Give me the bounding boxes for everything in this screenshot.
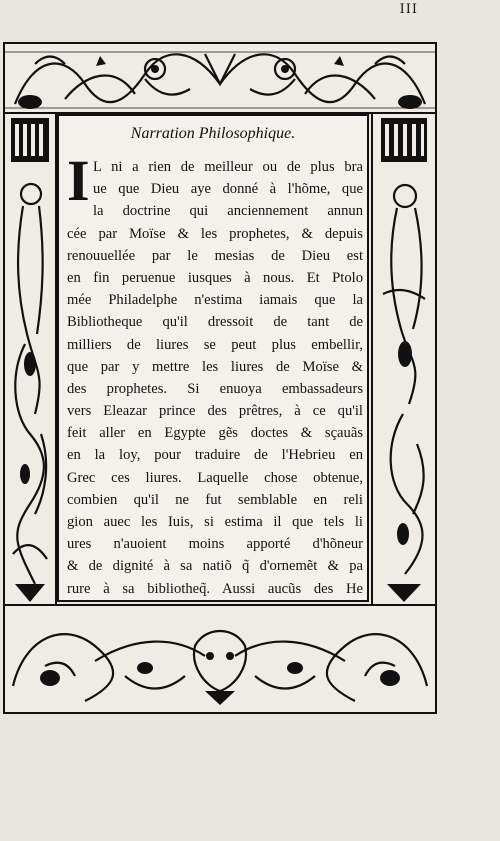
ornament-top-icon (5, 44, 435, 112)
text-line: renouuellée par le mesias de Dieu est (67, 247, 363, 264)
text-line: ue que Dieu aye donné à l'hõme, que (93, 181, 363, 198)
woodcut-border-bottom (3, 604, 437, 714)
text-line: mée Philadelphe n'estima iamais que la (67, 292, 363, 309)
text-line: en la loy, pour traduire de l'Hebrieu en (67, 447, 363, 464)
woodcut-border-top (3, 42, 437, 114)
text-line: ures n'auoient moins apporté d'hõneur (67, 536, 363, 553)
woodcut-border-left (3, 112, 57, 608)
ornament-bottom-beasts-icon (5, 606, 435, 712)
text-line: combien qu'il ne fut semblable en reli (67, 491, 363, 508)
text-line: la doctrine qui anciennement annun (93, 203, 363, 220)
drop-cap: I (67, 148, 90, 213)
text-line: L ni a rien de meilleur ou de plus bra (93, 159, 363, 175)
text-line: Grec ces liures. Laquelle chose obtenue, (67, 469, 363, 486)
text-panel (57, 114, 369, 602)
text-line: milliers de liures se peut plus embellir, (67, 336, 363, 353)
text-line: vers Eleazar prince des prêtres, à ce qu'il (67, 403, 363, 420)
text-line: gion auec les Iuis, si estima il que tels li (67, 514, 363, 530)
woodcut-border-right (371, 112, 437, 608)
text-line: en fin peruenue iusques à nous. Et Ptolo (67, 269, 363, 286)
text-line: rure à sa bibliotheq̃. Aussi aucũs des He (67, 580, 363, 597)
text-line: cée par Moïse & les prophetes, & depuis (67, 225, 363, 242)
ornament-right-figure-icon (373, 114, 435, 606)
woodcut-border-frame (3, 42, 437, 714)
ornament-left-figure-icon (5, 114, 55, 606)
text-line: Bibliotheque qu'il dressoit de tant de (67, 314, 363, 331)
text-line: que par y mettre les liures de Moïse & (67, 358, 363, 375)
page-number: III (399, 2, 418, 17)
text-line: des prophetes. Si enuoya embassadeurs (67, 380, 363, 397)
text-line: feit aller en Egypte gẽs doctes & sçauãs (67, 425, 363, 442)
page-heading: Narration Philosophique. (130, 125, 296, 142)
text-line: & de dignité à sa natiõ q̃ d'ornemẽt & pa (67, 558, 363, 575)
